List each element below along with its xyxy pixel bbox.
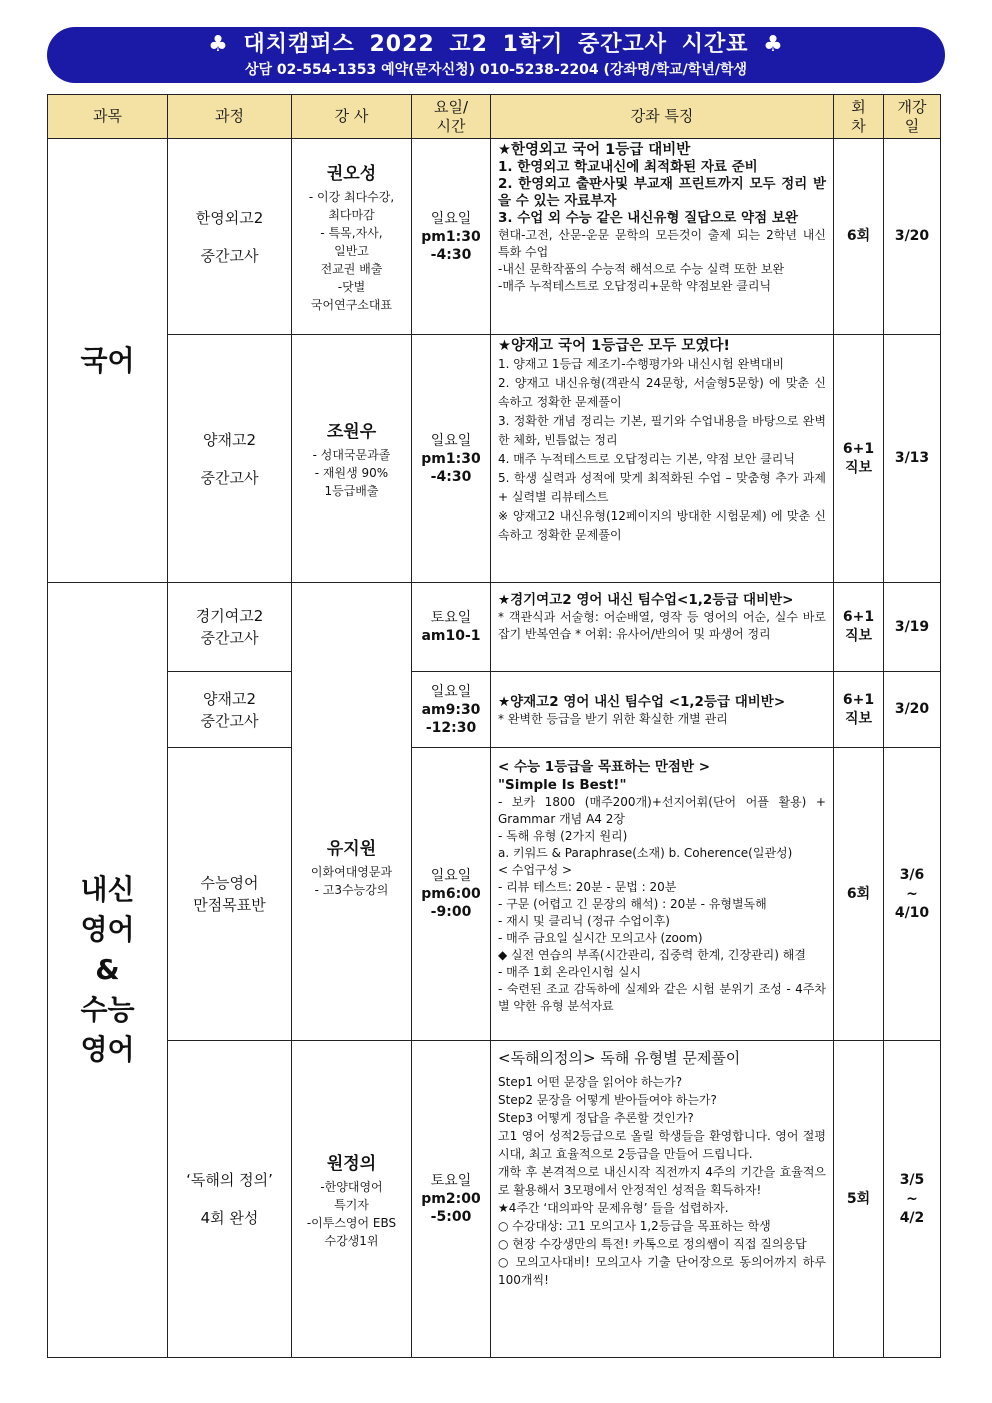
subject-korean: 국어 <box>48 139 168 583</box>
teacher-name: 권오성 <box>326 164 377 184</box>
title-banner <box>47 27 945 83</box>
table-header-row <box>48 95 941 139</box>
course-cell: ‘독해의 정의’ 4회 완성 <box>168 1041 292 1358</box>
table-row <box>48 139 941 335</box>
time-cell: 일요일 pm1:30 -4:30 <box>412 139 491 335</box>
count-cell: 6+1 직보 <box>834 672 884 748</box>
teacher-cell <box>292 335 412 583</box>
teacher-desc: - 성대국문과졸 - 재원생 90% 1등급배출 <box>312 448 391 498</box>
table-row <box>48 748 941 1041</box>
features-cell: <독해의정의> 독해 유형별 문제풀이 Step1 어떤 문장을 읽어야 하는가? Step2 문장을 어떻게 받아들여야 하는가? Step3 어떻게 정답을 추론할 것인가? 고1 영어 성적2등급으로 올릴 학생들을 환영합니다. 영어 절평시대, 최고 효율적으로 2등급을 만들어 드립니다. 개학 후 본격적으로 내신시작 직전까지 4주의 기간을 효율적으로 활용해서 3모평에서 안정적인 성적을 획득하자! ★4주간 ‘대의파악 문제유형’ 들을 섭렵하자. ○ 수강대상: 고1 모의고사 1,2등급을 목표하는 학생 ○ 현장 수강생만의 특전! 카톡으로 정의쌤이 직접 질의응답 ○ 모의고사대비! 모의고사 기출 단어장으로 동의어까지 하루 100개씩! <box>491 1041 834 1358</box>
count-cell: 6+1 직보 <box>834 335 884 583</box>
table-row <box>48 335 941 583</box>
col-features: 강좌 특징 <box>491 95 834 139</box>
col-course: 과정 <box>168 95 292 139</box>
course-cell: 양재고2 중간고사 <box>168 672 292 748</box>
time-cell: 토요일 pm2:00 -5:00 <box>412 1041 491 1358</box>
features-cell: < 수능 1등급을 목표하는 만점반 > "Simple Is Best!" - 보카 1800 (매주200개)+선지어휘(단어 어플 활용) + Grammar 개념 A4 2장 - 독해 유형 (2가지 원리) a. 키워드 & Paraphrase(소재) b. Coherence(일관성) < 수업구성 > - 리뷰 테스트: 20분 - 문법 : 20분 - 구문 (어렵고 긴 문장의 해석) : 20분 - 유형별독해 - 재시 및 클리닉 (정규 수업이후) - 매주 금요일 실시간 모의고사 (zoom) ◆ 실전 연습의 부족(시간관리, 집중력 한계, 긴장관리) 해결 - 매주 1회 온라인시험 실시 - 숙련된 조교 감독하에 실제와 같은 시험 분위기 조성 - 4주차별 약한 유형 분석자료 <box>491 748 834 1041</box>
course-cell: 한영외고2 중간고사 <box>168 139 292 335</box>
table-row <box>48 672 941 748</box>
time-cell: 일요일 pm6:00 -9:00 <box>412 748 491 1041</box>
contact-info: 상담 02-554-1353 예약(문자신청) 010-5238-2204 (강좌명/학교/학년/학생 <box>244 62 747 78</box>
col-time: 요일/ 시간 <box>412 95 491 139</box>
teacher-desc: -한양대영어 특기자 -이투스영어 EBS 수강생1위 <box>306 1179 397 1248</box>
count-cell: 6회 <box>834 139 884 335</box>
time-cell: 토요일 am10-1 <box>412 583 491 672</box>
features-cell: ★양재고2 영어 내신 팀수업 <1,2등급 대비반> * 완벽한 등급을 받기 위한 확실한 개별 관리 <box>491 672 834 748</box>
col-count: 회 차 <box>834 95 884 139</box>
course-cell: 수능영어 만점목표반 <box>168 748 292 1041</box>
open-date-cell: 3/13 <box>884 335 941 583</box>
teacher-name: 유지원 <box>326 839 377 859</box>
page-title: ♣ 대치캠퍼스 2022 고2 1학기 중간고사 시간표 ♣ <box>208 32 784 57</box>
teacher-name: 원정의 <box>326 1153 377 1174</box>
teacher-desc: 이화여대영문과 - 고3수능강의 <box>310 865 393 897</box>
time-cell: 일요일 pm1:30 -4:30 <box>412 335 491 583</box>
open-date-cell: 3/20 <box>884 672 941 748</box>
time-cell: 일요일 am9:30 -12:30 <box>412 672 491 748</box>
col-subject: 과목 <box>48 95 168 139</box>
open-date-cell: 3/6 ~ 4/10 <box>884 748 941 1041</box>
teacher-cell <box>292 583 412 1041</box>
teacher-cell <box>292 139 412 335</box>
features-cell: ★양재고 국어 1등급은 모두 모였다! 1. 양재고 1등급 제조기-수행평가와 내신시험 완벽대비 2. 양재고 내신유형(객관식 24문항, 서술형5문항) 에 맞춘 신속하고 정확한 문제풀이 3. 정확한 개념 정리는 기본, 필기와 수업내용을 바탕으로 완벽한 체화, 빈틈없는 정리 4. 매주 누적테스트로 오답정리는 기본, 약점 보안 클리닉 5. 학생 실력과 성적에 맞게 최적화된 수업 – 맞춤형 추가 과제 + 실력별 리뷰테스트 ※ 양재고2 내신유형(12페이지의 방대한 시험문제) 에 맞춘 신속하고 정확한 문제풀이 <box>491 335 834 583</box>
open-date-cell: 3/20 <box>884 139 941 335</box>
open-date-cell: 3/19 <box>884 583 941 672</box>
count-cell: 5회 <box>834 1041 884 1358</box>
count-cell: 6회 <box>834 748 884 1041</box>
teacher-name: 조원우 <box>326 422 377 442</box>
course-cell: 경기여고2 중간고사 <box>168 583 292 672</box>
table-row <box>48 1041 941 1358</box>
table-row <box>48 583 941 672</box>
open-date-cell: 3/5 ~ 4/2 <box>884 1041 941 1358</box>
teacher-cell <box>292 1041 412 1358</box>
schedule-table <box>47 94 941 1358</box>
col-open: 개강 일 <box>884 95 941 139</box>
subject-english: 내신 영어 & 수능 영어 <box>48 583 168 1358</box>
course-cell: 양재고2 중간고사 <box>168 335 292 583</box>
count-cell: 6+1 직보 <box>834 583 884 672</box>
col-teacher: 강 사 <box>292 95 412 139</box>
teacher-desc: - 이강 최다수강, 최다마감 - 특목,자사, 일반고 전교권 배출 -닷별 국어연구소대표 <box>308 190 395 312</box>
features-cell: ★경기여고2 영어 내신 팀수업<1,2등급 대비반> * 객관식과 서술형: 어순배열, 영작 등 영어의 어순, 실수 바로잡기 반복연습 * 어휘: 유사어/반의어 및 파생어 정리 <box>491 583 834 672</box>
features-cell: ★한영외고 국어 1등급 대비반 1. 한영외고 학교내신에 최적화된 자료 준비 2. 한영외고 출판사및 부교재 프린트까지 모두 정리 받을 수 있는 자료부자 3. 수업 외 수능 같은 내신유형 질답으로 약점 보완 현대-고전, 산문-운문 문학의 모든것이 출제 되는 2학년 내신 특화 수업 -내신 문학작품의 수능적 해석으로 수능 실력 또한 보완 -매주 누적테스트로 오답정리+문학 약점보완 클리닉 <box>491 139 834 335</box>
